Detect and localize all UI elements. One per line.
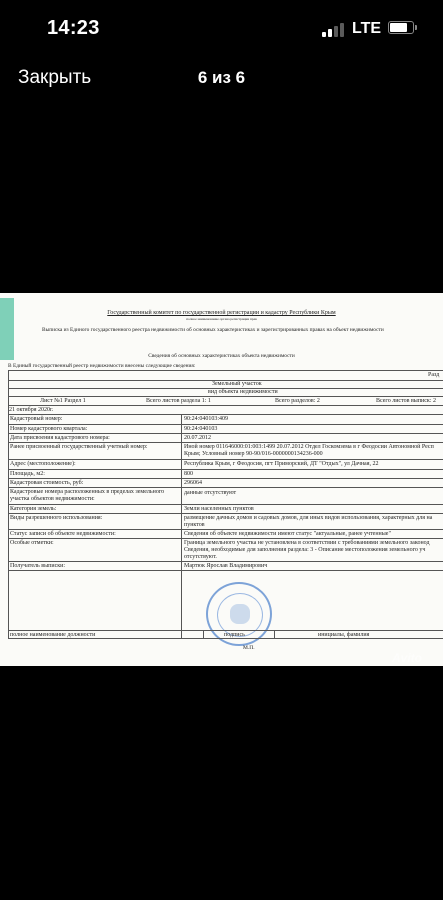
row-value: Крым; Условный номер 90-90/016-0000000134236-000 [184, 451, 323, 457]
row-label: Кадастровые номера расположенных в пределах земельного [10, 489, 165, 495]
sheet-total-sections: Всего разделов: 2 [275, 398, 320, 404]
row-value: Иной номер 011646000:01:003:1499 20.07.2012 Отдел Госкомзема в г Феодосии Автономной Респ [184, 444, 434, 450]
status-bar [0, 0, 443, 58]
row-label: Кадастровая стоимость, руб: [10, 480, 84, 486]
issuer-title: Государственный комитет по государственной регистрации и кадастру Республики Крым [107, 310, 336, 316]
row-label: Площадь, м2: [10, 471, 45, 477]
row-value: отсутствуют. [184, 554, 217, 560]
row-label: Адрес (местоположение): [10, 461, 76, 467]
row-value: Граница земельного участка не установлена в соответствии с требованиями земельного законод [184, 540, 430, 546]
row-value: 90:24:040103 [184, 426, 218, 432]
row-label: участка объектов недвижимости: [10, 496, 95, 502]
row-value: Республика Крым, г Феодосия, пгт Приморский, ДТ "Отдых", ул Дачная, 22 [184, 461, 379, 467]
row-value: 90:24:040103:409 [184, 416, 229, 422]
name-caption: инициалы, фамилия [318, 632, 370, 638]
row-value: размещение дачных домов и садовых домов, для иных видов использования, характерных для на [184, 515, 433, 521]
row-label: Особые отметки: [10, 540, 54, 546]
document-date: 21 октября 2020г. [9, 407, 54, 413]
row-label: Дата присвоения кадастрового номера: [10, 435, 110, 441]
stamp-label: М.П. [243, 645, 255, 651]
row-label: Виды разрешенного использования: [10, 515, 103, 521]
row-value: данные отсутствуют [184, 490, 237, 496]
row-value: пунктов [184, 522, 205, 528]
network-type: LTE [352, 20, 382, 37]
row-label: Статус записи об объекте недвижимости: [10, 531, 116, 537]
avito-watermark: Avito [392, 651, 422, 665]
section-title: Сведения об основных характеристиках объекта недвижимости [148, 353, 295, 359]
row-value: Мартюк Ярослав Владимирович [184, 563, 268, 569]
battery-icon [388, 21, 414, 34]
signature-caption: подпись [224, 632, 245, 638]
sheet-number: Лист №1 Раздел 1 [40, 398, 86, 404]
cellular-signal-icon [322, 23, 346, 37]
document-edge-stripe [0, 298, 14, 360]
row-label: Ранее присвоенный государственный учетный номер: [10, 444, 148, 450]
row-label: Получатель выписки: [10, 563, 66, 569]
row-label: Кадастровый номер: [10, 416, 63, 422]
position-caption: полное наименование должности [10, 632, 96, 638]
extract-title: Выписка из Единого государственного реестра недвижимости об основных характеристиках и зарегистрированных правах на объект недвижимости [42, 327, 384, 333]
object-type-caption: вид объекта недвижимости [208, 389, 278, 395]
row-label: Категория земель: [10, 506, 57, 512]
row-value: 20.07.2012 [184, 435, 211, 441]
row-value: Земли населенных пунктов [184, 506, 254, 512]
row-value: Сведения, необходимые для заполнения раздела: 3 - Описание местоположения земельного уч [184, 547, 426, 553]
intro-text: В Единый государственный реестр недвижимости внесены следующие сведения: [8, 363, 196, 369]
row-value: 800 [184, 471, 193, 477]
row-label: Номер кадастрового квартала: [10, 426, 88, 432]
status-time: 14:23 [47, 17, 100, 39]
issuer-subtitle: полное наименование органа регистрации прав [186, 317, 257, 321]
row-value: Сведения об объекте недвижимости имеют статус "актуальные, ранее учтенные" [184, 531, 391, 537]
viewer-nav-bar [0, 58, 443, 102]
page-counter: 6 из 6 [197, 68, 246, 87]
section-label: Разд [428, 372, 440, 378]
row-value: 296064 [184, 480, 202, 486]
object-type: Земельный участок [212, 381, 262, 387]
document-image[interactable] [0, 293, 443, 666]
close-button[interactable]: Закрыть [18, 67, 92, 88]
sheet-total-section: Всего листов раздела 1: 1 [146, 398, 211, 404]
sheet-total-sheets: Всего листов выписк: 2 [376, 398, 436, 404]
coat-of-arms-icon [230, 604, 250, 624]
